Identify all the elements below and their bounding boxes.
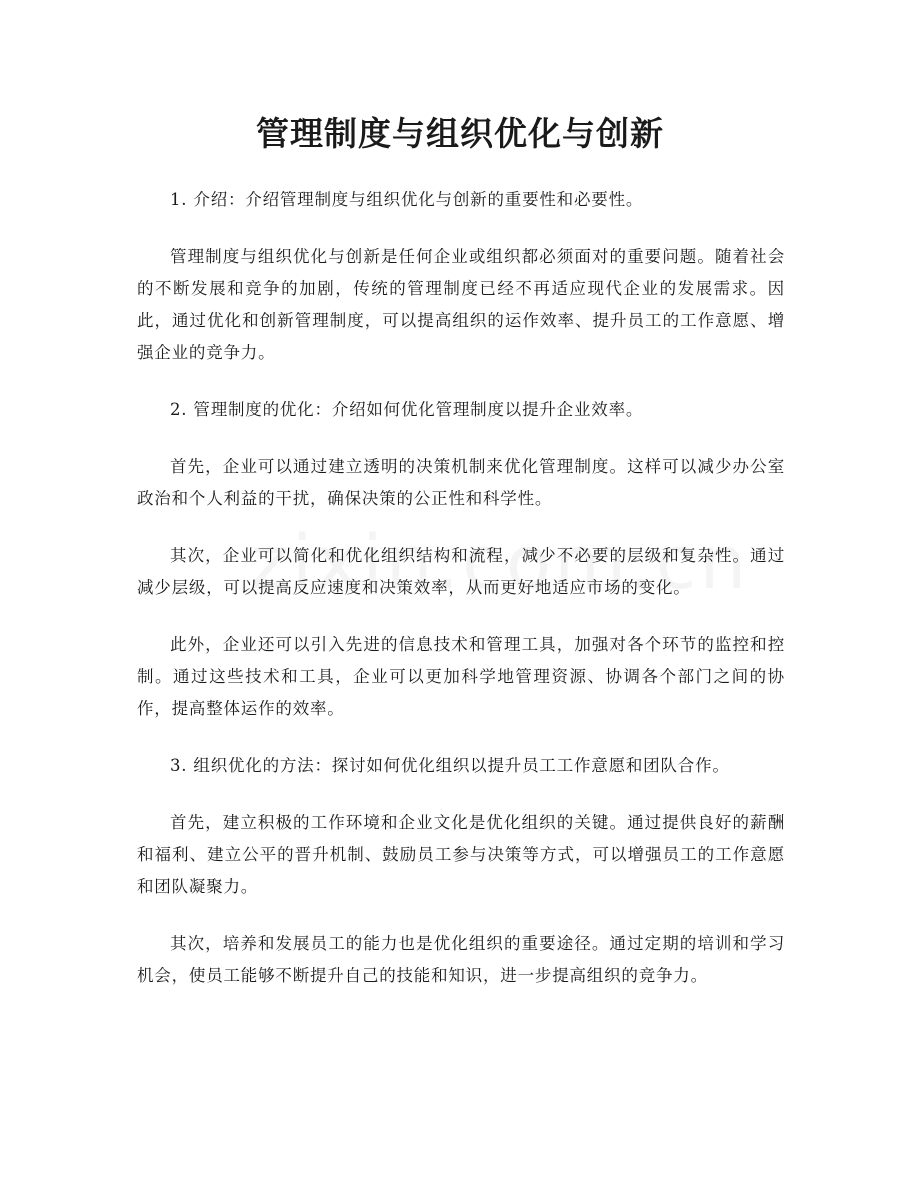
paragraph: 首先，建立积极的工作环境和企业文化是优化组织的关键。通过提供良好的薪酬和福利、建立公平的晋升机制、鼓励员工参与决策等方式，可以增强员工的工作意愿和团队凝聚力。 [137,813,785,896]
section-heading-intro: 1. 介绍：介绍管理制度与组织优化与创新的重要性和必要性。 [170,190,644,209]
document-body [137,184,785,1017]
paragraph: 其次，企业可以简化和优化组织结构和流程，减少不必要的层级和复杂性。通过减少层级，可以提高反应速度和决策效率，从而更好地适应市场的变化。 [137,546,785,597]
paragraph: 其次，培养和发展员工的能力也是优化组织的重要途径。通过定期的培训和学习机会，使员工能够不断提升自己的技能和知识，进一步提高组织的竞争力。 [137,934,785,985]
paragraph: 管理制度与组织优化与创新是任何企业或组织都必须面对的重要问题。随着社会的不断发展和竞争的加剧，传统的管理制度已经不再适应现代企业的发展需求。因此，通过优化和创新管理制度，可以提高组织的运作效率、提升员工的工作意愿、增强企业的竞争力。 [137,247,785,362]
page-title: 管理制度与组织优化与创新 [256,114,664,153]
paragraph: 此外，企业还可以引入先进的信息技术和管理工具，加强对各个环节的监控和控制。通过这些技术和工具，企业可以更加科学地管理资源、协调各个部门之间的协作，提高整体运作的效率。 [137,635,785,718]
section-heading-system-optimization: 2. 管理制度的优化：介绍如何优化管理制度以提升企业效率。 [170,400,644,419]
section-heading-organization-optimization: 3. 组织优化的方法：探讨如何优化组织以提升员工工作意愿和团队合作。 [170,756,730,775]
paragraph: 首先，企业可以通过建立透明的决策机制来优化管理制度。这样可以减少办公室政治和个人利益的干扰，确保决策的公正性和科学性。 [137,457,785,508]
